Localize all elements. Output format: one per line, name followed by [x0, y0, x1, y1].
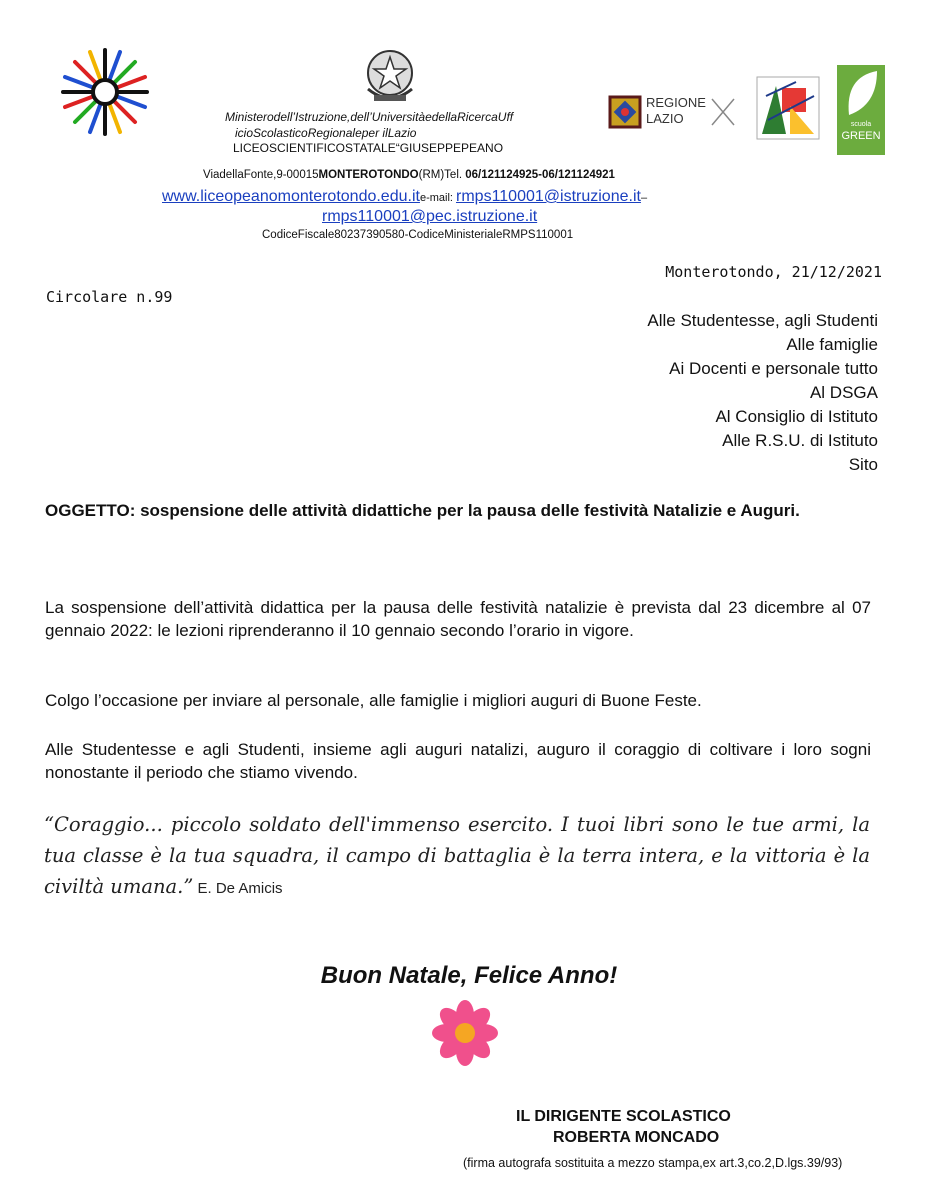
school-program-logo-icon: [756, 76, 820, 140]
recipient-item: Alle Studentesse, agli Studenti: [647, 311, 878, 330]
recipients-list: [647, 309, 878, 477]
circolare-number: Circolare n.99: [46, 288, 173, 306]
paragraph-suspension: La sospensione dell’attività didattica per la pausa delle festività natalizie è prevista dal 23 dicembre al 07 gennaio 2022: le lezioni riprenderanno il 10 gennaio secondo l’orario in vigore.: [45, 598, 871, 640]
quote-text: “Coraggio... piccolo soldato dell'immenso esercito. I tuoi libri sono le tue armi, la tua classe è la tua squadra, il campo di battaglia è la terra intera, e la vittoria è la civiltà umana.”: [44, 813, 870, 898]
address-city: MONTEROTONDO: [318, 169, 419, 181]
lazio-label: LAZIO: [646, 111, 684, 126]
christmas-greeting: Buon Natale, Felice Anno!: [320, 962, 618, 989]
email-label: e-mail:: [419, 192, 457, 204]
contact-links: [162, 188, 647, 206]
recipient-item: Al DSGA: [809, 383, 878, 402]
leaf-icon: [837, 65, 885, 121]
school-address: [203, 169, 615, 181]
address-phone: 06/121124925-06/121124921: [465, 169, 615, 181]
recipient-item: Alle R.S.U. di Istituto: [722, 431, 878, 450]
regione-lazio-logo: [608, 93, 736, 131]
address-tel-label: (RM)Tel.: [418, 169, 466, 181]
italian-republic-emblem-icon: [360, 45, 420, 107]
email-link[interactable]: rmps110001@istruzione.it: [456, 188, 641, 205]
flower-icon: [430, 995, 500, 1075]
regione-label: REGIONE: [646, 95, 706, 110]
fiscal-codes: CodiceFiscale80237390580-CodiceMinisterialeRMPS110001: [262, 229, 574, 241]
green-label: GREEN: [841, 130, 881, 142]
address-street: ViadellaFonte,9-00015: [203, 169, 319, 181]
recipient-item: Alle famiglie: [786, 335, 878, 354]
recipient-item: Al Consiglio di Istituto: [715, 407, 878, 426]
signature-note: (firma autografa sostituita a mezzo stampa,ex art.3,co.2,D.lgs.39/93): [463, 1156, 843, 1170]
pec-line: [322, 208, 537, 226]
recipient-item: Ai Docenti e personale tutto: [669, 359, 878, 378]
quote-author: E. De Amicis: [193, 880, 283, 897]
paragraph-students: Alle Studentesse e agli Studenti, insieme agli auguri natalizi, auguro il coraggio di coltivare i loro sogni nonostante il periodo che stiamo vivendo.: [45, 740, 871, 782]
pec-link[interactable]: rmps110001@pec.istruzione.it: [322, 208, 538, 225]
school-name: LICEOSCIENTIFICOSTATALE“GIUSEPPEPEANO: [233, 141, 504, 155]
regione-emblem-icon: [608, 95, 642, 129]
ministry-line-1: Ministerodell’Istruzione,dell’UniversitàedellaRicercaUff: [225, 110, 514, 124]
paragraph-wishes: Colgo l’occasione per inviare al personale, alle famiglie i migliori auguri di Buone Feste.: [45, 691, 702, 710]
scuola-green-logo: [837, 65, 885, 155]
email-separator: –: [640, 192, 648, 204]
green-label-small: scuola: [850, 121, 872, 128]
signature-role: IL DIRIGENTE SCOLASTICO: [516, 1108, 731, 1125]
regione-swoosh-icon: [710, 95, 736, 129]
quote-block: [44, 809, 870, 904]
school-logo-icon: [55, 42, 155, 142]
recipient-item: Sito: [848, 455, 878, 474]
signature-name: ROBERTA MONCADO: [553, 1129, 720, 1146]
ministry-line-2: icioScolasticoRegionaleper ilLazio: [235, 126, 417, 140]
letter-subject: OGGETTO: sospensione delle attività didattiche per la pausa delle festività Natalizie e Auguri.: [45, 501, 800, 520]
letter-date: Monterotondo, 21/12/2021: [665, 263, 882, 281]
website-link[interactable]: www.liceopeanomonterotondo.edu.it: [162, 188, 420, 205]
